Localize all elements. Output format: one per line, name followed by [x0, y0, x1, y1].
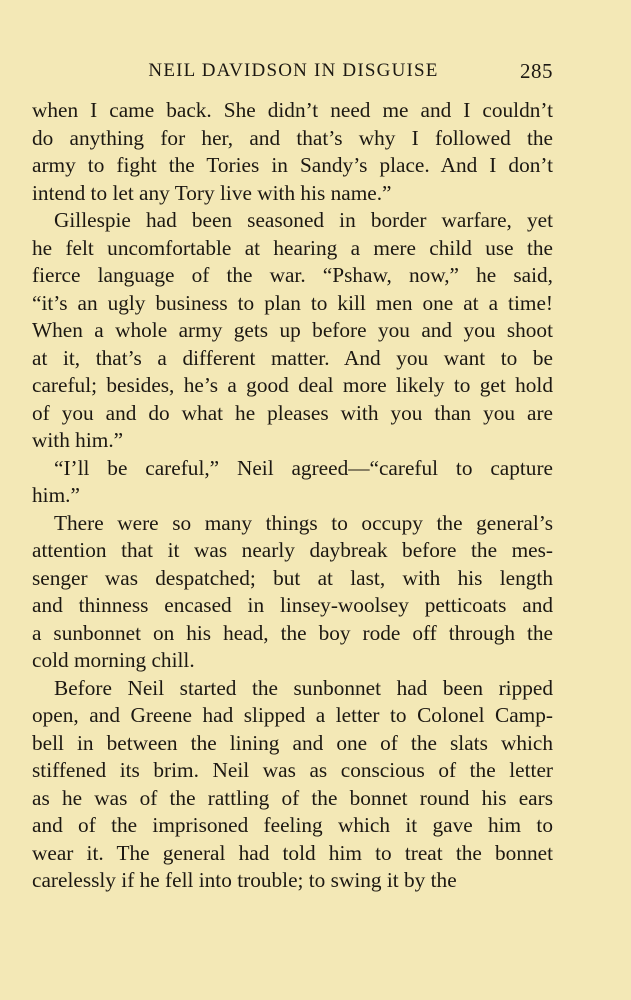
text-line: fierce language of the war. “Pshaw, now,” he said,: [32, 263, 553, 287]
text-line: at it, that’s a different matter. And you want to be: [32, 345, 553, 370]
text-line: attention that it was nearly daybreak before the mes-: [32, 538, 553, 562]
text-line: senger was despatched; but at last, with his length: [32, 565, 553, 590]
text-line: with him.”: [32, 428, 124, 452]
text-line: Gillespie had been seasoned in border warfare, yet: [54, 208, 553, 232]
paragraph: [32, 675, 553, 895]
paragraph: [32, 455, 553, 510]
text-line: “it’s an ugly business to plan to kill men one at a time!: [32, 290, 553, 315]
text-line: him.”: [32, 483, 80, 507]
text-line: when I came back. She didn’t need me and I couldn’t: [32, 98, 553, 122]
text-line: “I’ll be careful,” Neil agreed—“careful to capture: [54, 455, 553, 480]
text-line: army to fight the Tories in Sandy’s place. And I don’t: [32, 153, 553, 177]
text-line: carelessly if he fell into trouble; to swing it by the: [32, 868, 457, 892]
paragraph: [32, 510, 553, 675]
body-text: [32, 97, 553, 895]
text-line: open, and Greene had slipped a letter to Colonel Camp-: [32, 703, 553, 727]
text-line: he felt uncomfortable at hearing a mere child use the: [32, 235, 553, 260]
text-line: There were so many things to occupy the general’s: [54, 510, 553, 535]
text-line: intend to let any Tory live with his name.”: [32, 180, 392, 205]
text-line: do anything for her, and that’s why I followed the: [32, 125, 553, 150]
text-line: and thinness encased in linsey-woolsey petticoats and: [32, 593, 553, 617]
paragraph: [32, 97, 553, 207]
text-line: cold morning chill.: [32, 648, 195, 672]
page-number: 285: [520, 59, 553, 83]
text-line: a sunbonnet on his head, the boy rode off through the: [32, 620, 553, 645]
paragraph: [32, 207, 553, 455]
text-line: careful; besides, he’s a good deal more likely to get hold: [32, 373, 553, 397]
text-line: as he was of the rattling of the bonnet round his ears: [32, 785, 553, 810]
running-title: NEIL DAVIDSON IN DISGUISE: [148, 60, 439, 81]
text-line: Before Neil started the sunbonnet had been ripped: [54, 675, 553, 700]
running-head: [34, 56, 553, 86]
text-line: wear it. The general had told him to treat the bonnet: [32, 840, 553, 865]
text-line: When a whole army gets up before you and you shoot: [32, 318, 553, 342]
text-line: bell in between the lining and one of the slats which: [32, 730, 553, 755]
text-line: and of the imprisoned feeling which it gave him to: [32, 813, 553, 837]
text-line: of you and do what he pleases with you than you are: [32, 400, 553, 425]
text-line: stiffened its brim. Neil was as conscious of the letter: [32, 758, 553, 782]
